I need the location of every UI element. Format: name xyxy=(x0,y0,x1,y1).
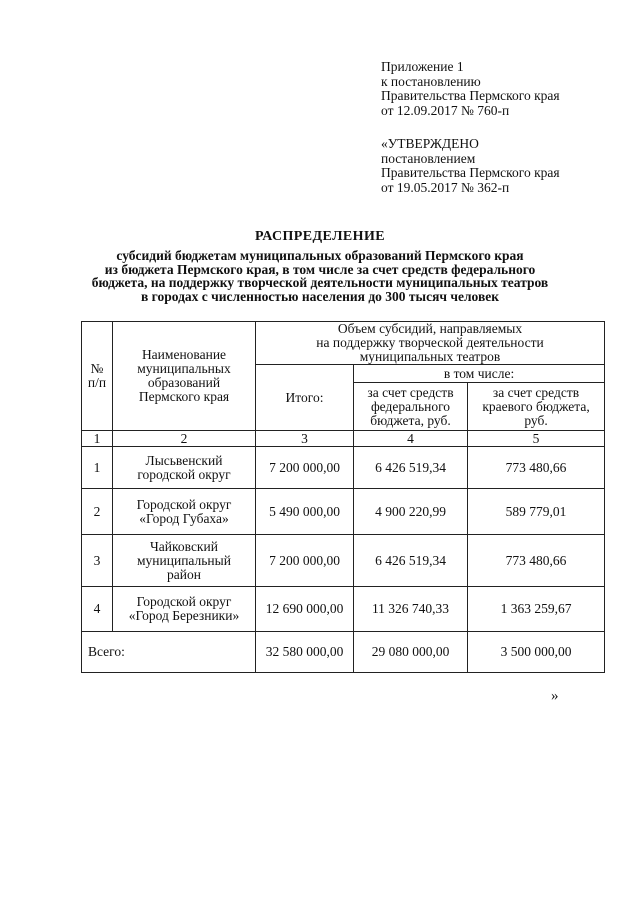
subtitle-line: в городах с численностью населения до 300 тысяч человек xyxy=(140,288,500,304)
row-num: 1 xyxy=(82,447,113,489)
col-number: 3 xyxy=(256,431,354,447)
row-regional: 589 779,01 xyxy=(468,489,605,535)
row-total: 5 490 000,00 xyxy=(256,489,354,535)
row-num: 3 xyxy=(82,535,113,587)
appendix-line: Приложение 1 xyxy=(381,59,464,74)
row-total: 7 200 000,00 xyxy=(256,535,354,587)
row-total: 7 200 000,00 xyxy=(256,447,354,489)
subsidy-table xyxy=(81,321,605,673)
header-regional: за счет средств краевого бюджета, руб. xyxy=(468,383,605,431)
subtitle-line: из бюджета Пермского края, в том числе за счет средств федерального xyxy=(104,261,536,277)
totals-label: Всего: xyxy=(82,632,256,673)
row-regional: 773 480,66 xyxy=(468,535,605,587)
appendix-block xyxy=(381,60,560,118)
row-regional: 1 363 259,67 xyxy=(468,587,605,632)
table-row xyxy=(82,535,605,587)
row-federal: 6 426 519,34 xyxy=(354,535,468,587)
col-number: 5 xyxy=(468,431,605,447)
row-name: Городской округ «Город Губаха» xyxy=(113,489,256,535)
totals-federal: 29 080 000,00 xyxy=(354,632,468,673)
col-number: 2 xyxy=(113,431,256,447)
approved-line: «УТВЕРЖДЕНО xyxy=(381,136,479,151)
approved-line: от 19.05.2017 № 362-п xyxy=(381,179,510,195)
document-title: РАСПРЕДЕЛЕНИЕ xyxy=(255,229,385,244)
row-federal: 4 900 220,99 xyxy=(354,489,468,535)
table-row xyxy=(82,587,605,632)
subtitle-line: субсидий бюджетам муниципальных образований Пермского края xyxy=(116,248,524,263)
header-name: Наименование муниципальных образований Пермского края xyxy=(113,322,256,431)
column-numbers-row xyxy=(82,431,605,447)
row-name: Чайковский муниципальный район xyxy=(113,535,256,587)
row-total: 12 690 000,00 xyxy=(256,587,354,632)
header-total: Итого: xyxy=(256,365,354,431)
header-num: № п/п xyxy=(82,322,113,431)
header-volume: Объем субсидий, направляемых на поддержку творческой деятельности муниципальных театров xyxy=(256,322,605,365)
row-name: Лысьвенский городской округ xyxy=(113,447,256,489)
appendix-line: от 12.09.2017 № 760-п xyxy=(381,102,510,118)
document-subtitle xyxy=(40,249,600,303)
approved-line: постановлением xyxy=(381,150,476,166)
subtitle-line: бюджета, на поддержку творческой деятельности муниципальных театров xyxy=(91,275,549,290)
totals-total: 32 580 000,00 xyxy=(256,632,354,673)
header-federal: за счет средств федерального бюджета, руб. xyxy=(354,383,468,431)
row-regional: 773 480,66 xyxy=(468,447,605,489)
approved-block xyxy=(381,137,560,195)
closing-quote: » xyxy=(551,688,559,704)
totals-row xyxy=(82,632,605,673)
approved-line: Правительства Пермского края xyxy=(381,165,560,180)
row-federal: 6 426 519,34 xyxy=(354,447,468,489)
row-num: 2 xyxy=(82,489,113,535)
totals-regional: 3 500 000,00 xyxy=(468,632,605,673)
col-number: 1 xyxy=(82,431,113,447)
table-row xyxy=(82,489,605,535)
header-incl: в том числе: xyxy=(354,365,605,383)
appendix-line: Правительства Пермского края xyxy=(381,88,560,103)
col-number: 4 xyxy=(354,431,468,447)
table-row xyxy=(82,447,605,489)
row-federal: 11 326 740,33 xyxy=(354,587,468,632)
row-num: 4 xyxy=(82,587,113,632)
row-name: Городской округ «Город Березники» xyxy=(113,587,256,632)
appendix-line: к постановлению xyxy=(381,73,481,89)
